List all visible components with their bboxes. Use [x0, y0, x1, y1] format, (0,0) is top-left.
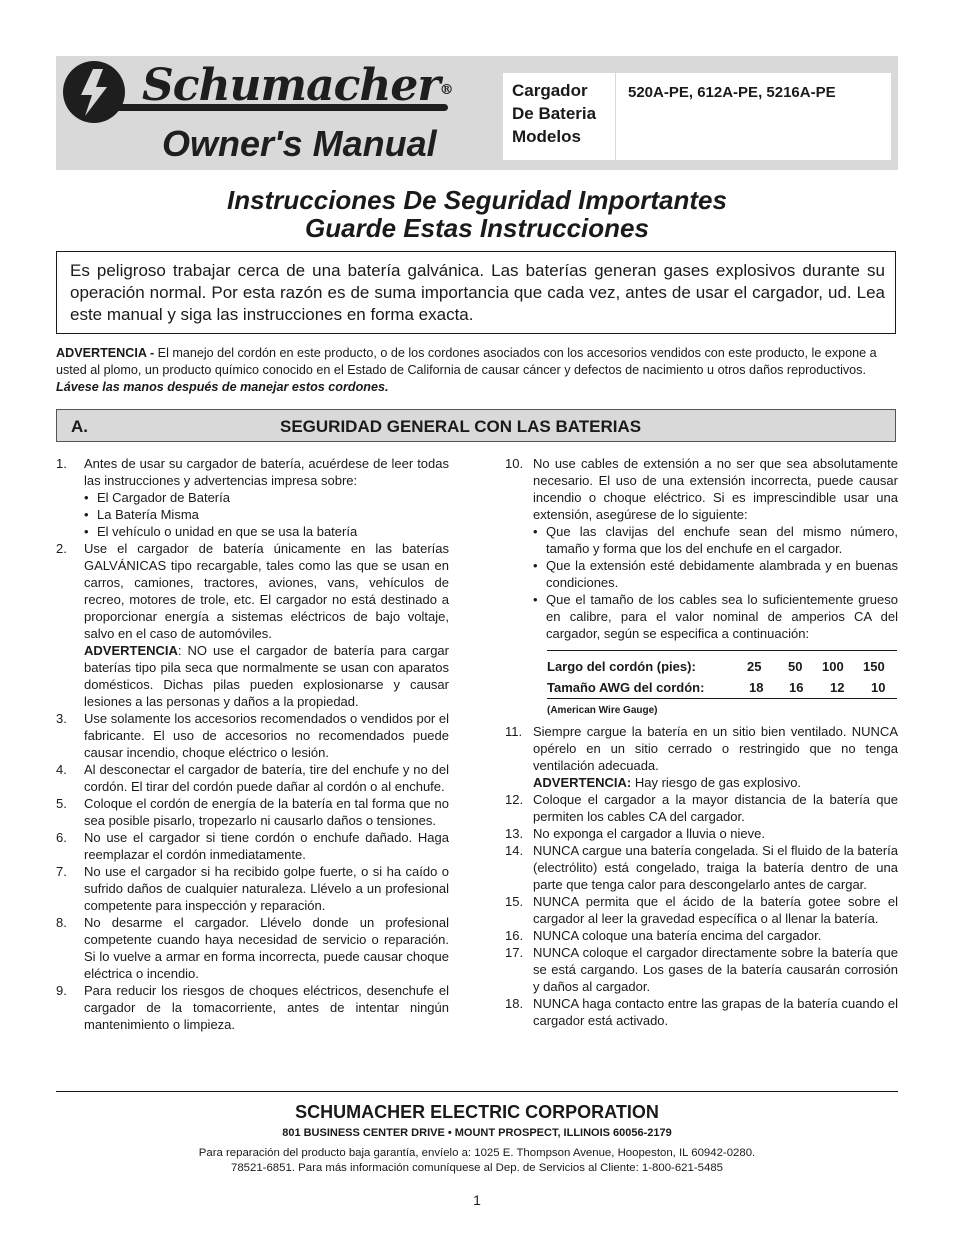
repair-line: Para reparación del producto baja garantía, envíelo a: 1025 E. Thompson Avenue, Hoopeston, IL 60942-0280. [198, 1147, 756, 1159]
list-item [505, 791, 898, 825]
item-text: Para reducir los riesgos de choques eléctricos, desenchufe el cargador de la tomacorriente, antes de intentar ningún mantenimiento o limpieza. [84, 983, 449, 1032]
bullet-item: • El Cargador de Batería [84, 489, 449, 506]
company-address: 801 BUSINESS CENTER DRIVE • MOUNT PROSPECT, ILLINOIS 60056-2179 [282, 1127, 672, 1139]
item-text: NUNCA haga contacto entre las grapas de la batería cuando el cargador está activado. [533, 996, 898, 1028]
table-cell: 10 [871, 680, 886, 695]
item-number: 4. [56, 762, 67, 777]
item-text: Coloque el cordón de energía de la batería en tal forma que no sea posible pisarlo, tropezarlo ni causarlo daños o tensiones. [84, 796, 449, 828]
item-number: 18. [505, 996, 524, 1011]
table-rule-top [547, 650, 897, 651]
table-note: (American Wire Gauge) [547, 705, 658, 716]
model-divider [615, 73, 616, 160]
table-rule-bottom [547, 698, 897, 699]
list-item [505, 927, 898, 944]
table-cell: 16 [789, 680, 804, 695]
list-item [56, 795, 449, 829]
section-title: SEGURIDAD GENERAL CON LAS BATERIAS [280, 417, 642, 436]
lightning-bolt-icon [63, 61, 125, 123]
page-number: 1 [473, 1192, 481, 1208]
registered-mark: ® [439, 82, 453, 98]
item-text: Antes de usar su cargador de batería, acuérdese de leer todas las instrucciones y advertencias impresa sobre: [84, 456, 449, 488]
intro-text: Es peligroso trabajar cerca de una batería galvánica. Las baterías generan gases explosivos durante su operación normal. Por esta razón es de suma importancia que cada vez, antes de usar el cargador, ud. Lea este manual y siga las instrucciones en forma exacta. [70, 261, 885, 324]
item-text: NUNCA coloque el cargador directamente sobre la batería que se está cargando. Los gases de la batería causarán corrosión y daños al cargador. [533, 945, 898, 994]
bullet-item: • El vehículo o unidad en que se usa la batería [84, 523, 449, 540]
section-letter: A. [71, 417, 88, 436]
list-item [56, 540, 449, 710]
item-number: 2. [56, 541, 67, 556]
repair-line: 78521-6851. Para más información comuníquese al Dep. de Servicios al Cliente: 1-800-621-5485 [231, 1162, 723, 1174]
item-text: NUNCA permita que el ácido de la batería gotee sobre el cargador al leer la gravedad específica o al llenar la batería. [533, 894, 898, 926]
item-number: 1. [56, 456, 67, 471]
item-text: Use solamente los accesorios recomendados o vendidos por el fabricante. El uso de accesorios no recomendados puede causar incendio, choque eléctrico o lesión. [84, 711, 449, 760]
warning-label: ADVERTENCIA - [56, 346, 155, 360]
list-item [56, 863, 449, 914]
item-text: Coloque el cargador a la mayor distancia de la batería que permiten los cables CA del cargador. [533, 792, 898, 824]
item-number: 13. [505, 826, 524, 841]
repair-info [0, 1146, 954, 1176]
model-box [503, 73, 891, 160]
company-name: SCHUMACHER ELECTRIC CORPORATION [295, 1102, 659, 1122]
item-warning-text: : NO use el cargador de batería para cargar baterías tipo pila seca que normalmente se usan con aparatos domésticos. Dichas pilas pueden explosionarse y causar lesiones a las personas y daños a la propiedad. [84, 643, 449, 709]
item-text: NUNCA cargue una batería congelada. Si el fluido de la batería (electrólito) está congelado, traiga la batería dentro de una parte que tenga calor para descongelarlo antes de cargar. [533, 843, 898, 892]
list-item [56, 455, 449, 540]
list-item [505, 995, 898, 1029]
item-warning [84, 642, 449, 710]
table-cell: 12 [830, 680, 845, 695]
item-number: 12. [505, 792, 524, 807]
item-number: 5. [56, 796, 67, 811]
list-item [56, 914, 449, 982]
footer-divider [56, 1091, 898, 1092]
bullet-item: • La Batería Misma [84, 506, 449, 523]
left-column [56, 455, 449, 1033]
model-label [512, 79, 612, 148]
item-warning-text: Hay riesgo de gas explosivo. [631, 775, 802, 790]
row-label: Largo del cordón (pies): [547, 659, 696, 674]
manual-title: Owner's Manual [162, 123, 437, 164]
row-label: Tamaño AWG del cordón: [547, 680, 705, 695]
item-text: Al desconectar el cargador de batería, tire del enchufe y no del cordón. El tirar del cordón puede dañar al cordón o al enchufe. [84, 762, 449, 794]
table-cell: 50 [788, 659, 803, 674]
intro-box [56, 251, 896, 334]
bullet-item: • Que las clavijas del enchufe sean del mismo número, tamaño y forma que los del enchufe en el cargador. [533, 524, 898, 556]
item-number: 7. [56, 864, 67, 879]
item-text: NUNCA coloque una batería encima del cargador. [533, 928, 822, 943]
list-item [505, 825, 898, 842]
item-warning-label: ADVERTENCIA [84, 643, 178, 658]
list-item [56, 761, 449, 795]
table-cell: 18 [749, 680, 764, 695]
item-text: No exponga el cargador a lluvia o nieve. [533, 826, 765, 841]
bullet-item: • Que el tamaño de los cables sea lo suficientemente grueso en calibre, para el valor nominal de amperios CA del cargador, según se especifica a continuación: [533, 592, 898, 641]
item-number: 9. [56, 983, 67, 998]
item-number: 8. [56, 915, 67, 930]
item-number: 17. [505, 945, 524, 960]
table-cell: 25 [747, 659, 762, 674]
model-numbers: 520A-PE, 612A-PE, 5216A-PE [628, 84, 836, 101]
item-number: 14. [505, 843, 524, 858]
item-warning-label: ADVERTENCIA: [533, 775, 632, 790]
brand-logo [142, 60, 453, 111]
safety-subtitle: Guarde Estas Instrucciones [305, 213, 649, 243]
item-text: No use el cargador si ha recibido golpe fuerte, o si ha caído o sufrido daños de cualquier naturaleza. Llévelo a un profesional competente para inspección y reparación. [84, 864, 449, 913]
item-number: 3. [56, 711, 67, 726]
bullet-text: Que el tamaño de los cables sea lo suficientemente grueso en calibre, para el valor nominal de amperios CA del cargador, según se especifica a continuación: [546, 592, 898, 641]
item-number: 11. [505, 724, 523, 739]
safety-title: Instrucciones De Seguridad Importantes [227, 185, 727, 215]
item-text: No use cables de extensión a no ser que sea absolutamente necesario. El uso de una extensión incorrecta, puede causar incendio o choque eléctrico. Si es imprescindible usar una extensión, asegúrese de lo siguiente: [533, 456, 898, 522]
item-text: No use el cargador si tiene cordón o enchufe dañado. Haga reemplazar el cordón inmediatamente. [84, 830, 449, 862]
table-cell: 100 [822, 659, 844, 674]
list-item [56, 710, 449, 761]
list-item [56, 982, 449, 1033]
item-text: Use el cargador de batería únicamente en las baterías GALVÁNICAS tipo recargable, tales como las que se usan en carros, camiones, tractores, aviones, vans, vehículos de recreo, motores de trole, etc. El cargador no está destinado a proporcionar energía a sistemas eléctricos de bajo voltaje, salvo en el caso de automóviles. [84, 541, 449, 641]
bullet-text: El vehículo o unidad en que se usa la batería [97, 524, 358, 539]
list-item [505, 455, 898, 642]
item-text: No desarme el cargador. Llévelo donde un profesional competente cuando haya necesidad de servicio o reparación. Si lo vuelve a armar en forma incorrecta, puede causar choque eléctrica o incendio. [84, 915, 449, 981]
model-label-line: Cargador [512, 81, 588, 100]
list-item [505, 842, 898, 893]
bullet-text: Que las clavijas del enchufe sean del mismo número, tamaño y forma que los del enchufe en el cargador. [546, 524, 898, 556]
right-column-top [505, 455, 898, 642]
brand-name: Schumacher [142, 60, 440, 111]
item-number: 16. [505, 928, 524, 943]
item-text: Siempre cargue la batería en un sitio bien ventilado. NUNCA opérelo en un sitio cerrado o restringido que no tenga ventilación adecuada. [533, 724, 898, 773]
right-column-bottom [505, 723, 898, 1029]
warning-text: El manejo del cordón en este producto, o de los cordones asociados con los accesorios vendidos con este producto, le expone a usted al plomo, un producto químico conocido en el Estado de California de causar cáncer y defectos de nacimiento u otros daños reproductivos. [56, 346, 877, 377]
list-item [56, 829, 449, 863]
bullet-text: El Cargador de Batería [97, 490, 230, 505]
model-label-line: Modelos [512, 127, 581, 146]
list-item [505, 723, 898, 791]
prop65-warning [56, 345, 898, 396]
model-label-line: De Bateria [512, 104, 597, 123]
item-number: 6. [56, 830, 67, 845]
item-number: 15. [505, 894, 524, 909]
warning-emphasis: Lávese las manos después de manejar estos cordones. [56, 380, 389, 394]
bullet-item: • Que la extensión esté debidamente alambrada y en buenas condiciones. [533, 558, 898, 590]
section-header [56, 409, 896, 442]
list-item [505, 893, 898, 927]
bullet-text: La Batería Misma [97, 507, 199, 522]
item-number: 10. [505, 456, 524, 471]
item-warning [533, 774, 898, 791]
table-cell: 150 [863, 659, 885, 674]
bullet-text: Que la extensión esté debidamente alambrada y en buenas condiciones. [546, 558, 898, 590]
list-item [505, 944, 898, 995]
